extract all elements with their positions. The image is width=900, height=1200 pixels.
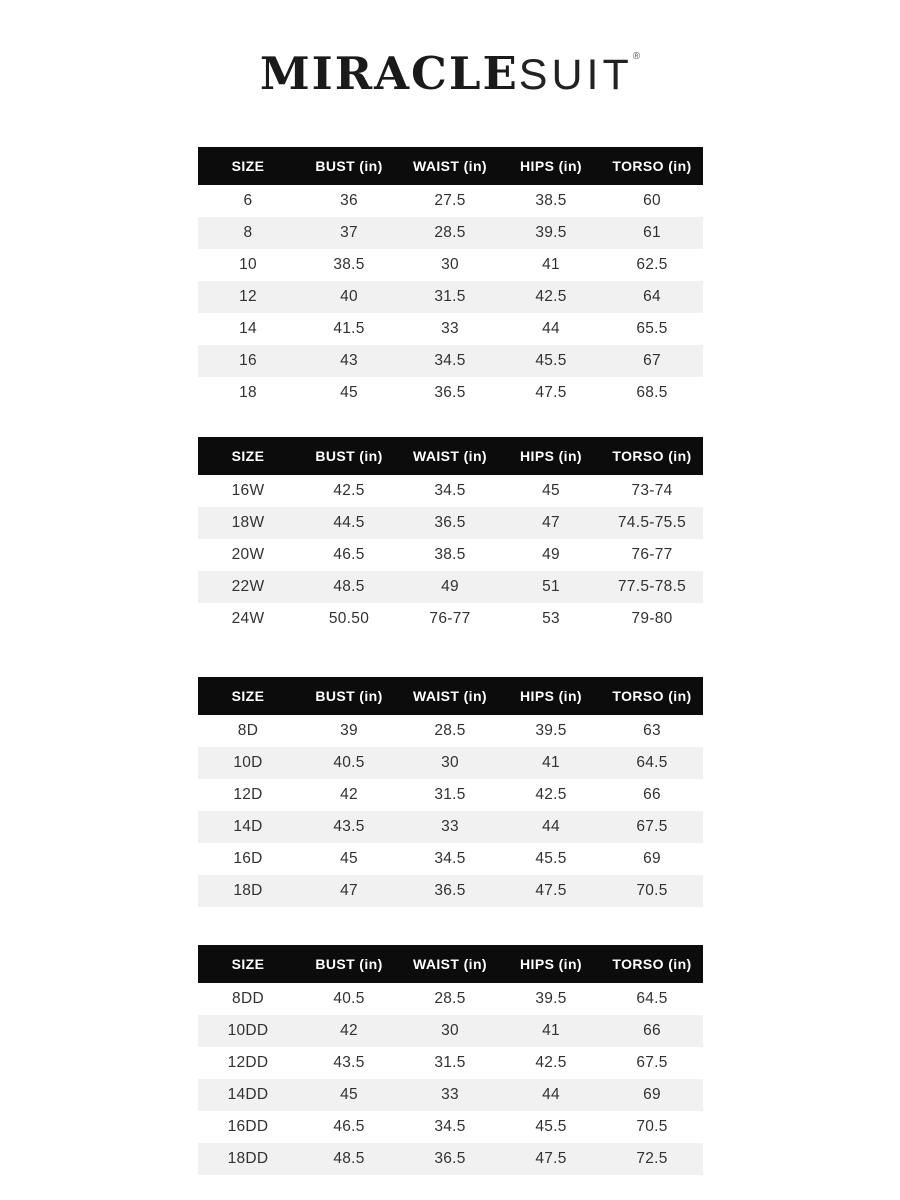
table-cell: 18W bbox=[198, 507, 299, 539]
table-row bbox=[198, 507, 703, 539]
table-cell: 45.5 bbox=[501, 345, 602, 377]
table-row bbox=[198, 983, 703, 1015]
table-cell: 24W bbox=[231, 610, 265, 627]
table-cell: 30 bbox=[400, 747, 501, 779]
table-cell: 28.5 bbox=[400, 217, 501, 249]
table-row bbox=[198, 811, 703, 843]
table-cell: 44 bbox=[542, 320, 560, 337]
table-cell: 31.5 bbox=[434, 1054, 466, 1071]
table-cell: 70.5 bbox=[602, 875, 703, 907]
size-chart-table bbox=[198, 677, 703, 907]
table-cell: 18 bbox=[239, 384, 257, 401]
table-cell: 50.50 bbox=[328, 610, 370, 627]
table-cell: 22W bbox=[198, 571, 299, 603]
table-cell: 37 bbox=[299, 217, 400, 249]
table-header-cell: BUST (in) bbox=[299, 437, 400, 475]
table-cell: 27.5 bbox=[434, 192, 466, 209]
table-header-cell: SIZE bbox=[198, 147, 299, 185]
table-cell: 38.5 bbox=[333, 256, 365, 273]
table-cell: 30 bbox=[400, 1015, 501, 1047]
table-cell: 45 bbox=[542, 482, 560, 499]
table-cell: 65.5 bbox=[636, 320, 668, 337]
table-cell: 47 bbox=[501, 507, 602, 539]
table-header-cell: TORSO (in) bbox=[602, 945, 703, 983]
table-cell: 47.5 bbox=[535, 384, 567, 401]
table-row bbox=[198, 1111, 703, 1143]
table-cell: 62.5 bbox=[636, 256, 668, 273]
table-cell: 12D bbox=[233, 786, 263, 803]
table-row bbox=[198, 217, 703, 249]
table-cell: 14D bbox=[198, 811, 299, 843]
table-cell: 76-77 bbox=[631, 546, 673, 563]
table-row bbox=[198, 875, 703, 907]
table-cell: 31.5 bbox=[400, 281, 501, 313]
table-cell: 47.5 bbox=[501, 875, 602, 907]
table-cell: 53 bbox=[542, 610, 560, 627]
table-cell: 74.5-75.5 bbox=[602, 507, 703, 539]
table-cell: 16DD bbox=[227, 1118, 269, 1135]
table-cell: 77.5-78.5 bbox=[602, 571, 703, 603]
table-row bbox=[198, 715, 703, 747]
table-cell: 69 bbox=[602, 1079, 703, 1111]
table-cell: 68.5 bbox=[636, 384, 668, 401]
table-cell: 41 bbox=[501, 747, 602, 779]
table-cell: 48.5 bbox=[299, 571, 400, 603]
table-cell: 45 bbox=[340, 384, 358, 401]
table-cell: 64 bbox=[602, 281, 703, 313]
table-cell: 44.5 bbox=[299, 507, 400, 539]
table-cell: 64.5 bbox=[602, 747, 703, 779]
table-cell: 61 bbox=[602, 217, 703, 249]
table-cell: 43.5 bbox=[299, 811, 400, 843]
table-header-cell: HIPS (in) bbox=[501, 677, 602, 715]
table-header-cell: BUST (in) bbox=[299, 147, 400, 185]
table-cell: 10DD bbox=[198, 1015, 299, 1047]
table-cell: 14 bbox=[239, 320, 257, 337]
table-cell: 6 bbox=[243, 192, 253, 209]
table-header-row bbox=[198, 945, 703, 983]
table-cell: 34.5 bbox=[400, 345, 501, 377]
table-cell: 33 bbox=[400, 811, 501, 843]
table-header-cell: WAIST (in) bbox=[400, 147, 501, 185]
table-row bbox=[198, 185, 703, 217]
table-cell: 43 bbox=[299, 345, 400, 377]
table-cell: 44 bbox=[501, 811, 602, 843]
table-cell: 42.5 bbox=[501, 281, 602, 313]
table-header-cell: SIZE bbox=[198, 945, 299, 983]
table-header-cell: HIPS (in) bbox=[501, 945, 602, 983]
table-cell: 39 bbox=[340, 722, 358, 739]
table-cell: 46.5 bbox=[333, 546, 365, 563]
table-cell: 47.5 bbox=[501, 1143, 602, 1175]
table-cell: 42 bbox=[299, 1015, 400, 1047]
table-cell: 48.5 bbox=[299, 1143, 400, 1175]
table-header-cell: TORSO (in) bbox=[602, 677, 703, 715]
table-row bbox=[198, 313, 703, 345]
size-chart-table bbox=[198, 147, 703, 409]
size-table-womens bbox=[198, 437, 703, 635]
table-cell: 20W bbox=[231, 546, 265, 563]
table-cell: 40.5 bbox=[299, 747, 400, 779]
size-table-misses bbox=[198, 147, 703, 409]
size-chart-table bbox=[198, 437, 703, 635]
size-charts-container bbox=[198, 147, 703, 1175]
table-header-cell: WAIST (in) bbox=[400, 437, 501, 475]
table-cell: 38.5 bbox=[434, 546, 466, 563]
table-cell: 45.5 bbox=[535, 850, 567, 867]
table-cell: 42.5 bbox=[535, 1054, 567, 1071]
table-cell: 14DD bbox=[198, 1079, 299, 1111]
table-row bbox=[198, 281, 703, 313]
table-cell: 12DD bbox=[227, 1054, 269, 1071]
table-cell: 38.5 bbox=[535, 192, 567, 209]
table-cell: 44 bbox=[501, 1079, 602, 1111]
table-row bbox=[198, 843, 703, 875]
table-cell: 42.5 bbox=[535, 786, 567, 803]
table-cell: 64.5 bbox=[636, 990, 668, 1007]
table-cell: 76-77 bbox=[429, 610, 471, 627]
table-cell: 39.5 bbox=[535, 722, 567, 739]
table-cell: 18D bbox=[198, 875, 299, 907]
table-row bbox=[198, 1143, 703, 1175]
table-cell: 40 bbox=[299, 281, 400, 313]
registered-trademark-symbol: ® bbox=[632, 51, 641, 62]
table-cell: 60 bbox=[643, 192, 661, 209]
table-cell: 47 bbox=[299, 875, 400, 907]
table-row bbox=[198, 249, 703, 281]
table-cell: 41 bbox=[501, 1015, 602, 1047]
table-cell: 69 bbox=[643, 850, 661, 867]
table-cell: 16 bbox=[198, 345, 299, 377]
table-cell: 16D bbox=[233, 850, 263, 867]
table-cell: 41 bbox=[542, 256, 560, 273]
table-cell: 34.5 bbox=[434, 850, 466, 867]
table-cell: 70.5 bbox=[636, 1118, 668, 1135]
table-row bbox=[198, 747, 703, 779]
table-cell: 30 bbox=[441, 256, 459, 273]
table-cell: 33 bbox=[400, 1079, 501, 1111]
table-row bbox=[198, 571, 703, 603]
table-cell: 34.5 bbox=[434, 482, 466, 499]
table-cell: 33 bbox=[441, 320, 459, 337]
table-header-cell: SIZE bbox=[198, 437, 299, 475]
brand-logo-text bbox=[260, 47, 640, 100]
table-header-row bbox=[198, 677, 703, 715]
size-chart-table bbox=[198, 945, 703, 1175]
table-cell: 34.5 bbox=[434, 1118, 466, 1135]
table-cell: 31.5 bbox=[434, 786, 466, 803]
table-cell: 16W bbox=[231, 482, 265, 499]
table-row bbox=[198, 603, 703, 635]
table-cell: 36.5 bbox=[400, 875, 501, 907]
table-cell: 28.5 bbox=[434, 990, 466, 1007]
table-header-cell: WAIST (in) bbox=[400, 677, 501, 715]
table-cell: 45 bbox=[299, 1079, 400, 1111]
table-header-cell: HIPS (in) bbox=[501, 147, 602, 185]
table-header-cell: BUST (in) bbox=[299, 677, 400, 715]
table-cell: 42 bbox=[340, 786, 358, 803]
table-cell: 63 bbox=[643, 722, 661, 739]
table-header-cell: SIZE bbox=[198, 677, 299, 715]
table-row bbox=[198, 1047, 703, 1079]
table-cell: 36.5 bbox=[400, 1143, 501, 1175]
table-cell: 49 bbox=[542, 546, 560, 563]
table-cell: 12 bbox=[198, 281, 299, 313]
table-cell: 18DD bbox=[198, 1143, 299, 1175]
table-header-cell: BUST (in) bbox=[299, 945, 400, 983]
table-cell: 43.5 bbox=[333, 1054, 365, 1071]
table-header-cell: TORSO (in) bbox=[602, 147, 703, 185]
table-cell: 79-80 bbox=[631, 610, 673, 627]
table-cell: 10 bbox=[239, 256, 257, 273]
table-cell: 51 bbox=[501, 571, 602, 603]
table-header-row bbox=[198, 437, 703, 475]
table-cell: 36 bbox=[340, 192, 358, 209]
table-cell: 73-74 bbox=[631, 482, 673, 499]
table-cell: 8 bbox=[198, 217, 299, 249]
table-cell: 67.5 bbox=[602, 811, 703, 843]
table-cell: 67 bbox=[602, 345, 703, 377]
table-cell: 46.5 bbox=[333, 1118, 365, 1135]
table-cell: 8DD bbox=[232, 990, 264, 1007]
table-cell: 72.5 bbox=[602, 1143, 703, 1175]
table-cell: 36.5 bbox=[400, 507, 501, 539]
table-cell: 8D bbox=[237, 722, 259, 739]
table-cell: 10D bbox=[198, 747, 299, 779]
table-cell: 45.5 bbox=[535, 1118, 567, 1135]
table-cell: 45 bbox=[340, 850, 358, 867]
table-cell: 41.5 bbox=[333, 320, 365, 337]
table-cell: 49 bbox=[400, 571, 501, 603]
brand-logo-suit: SUIT bbox=[518, 51, 633, 99]
table-cell: 42.5 bbox=[333, 482, 365, 499]
table-cell: 39.5 bbox=[501, 217, 602, 249]
brand-logo-miracle: MIRACLE bbox=[259, 47, 519, 100]
table-cell: 66 bbox=[602, 1015, 703, 1047]
table-cell: 28.5 bbox=[434, 722, 466, 739]
table-header-row bbox=[198, 147, 703, 185]
table-row bbox=[198, 779, 703, 811]
table-cell: 67.5 bbox=[636, 1054, 668, 1071]
size-table-d-cup bbox=[198, 677, 703, 907]
table-header-cell: HIPS (in) bbox=[501, 437, 602, 475]
size-table-dd-cup bbox=[198, 945, 703, 1175]
table-cell: 36.5 bbox=[434, 384, 466, 401]
table-cell: 40.5 bbox=[333, 990, 365, 1007]
table-row bbox=[198, 539, 703, 571]
table-cell: 66 bbox=[643, 786, 661, 803]
table-row bbox=[198, 475, 703, 507]
table-row bbox=[198, 1079, 703, 1111]
table-header-cell: WAIST (in) bbox=[400, 945, 501, 983]
table-row bbox=[198, 377, 703, 409]
table-row bbox=[198, 345, 703, 377]
brand-logo bbox=[0, 0, 900, 147]
table-cell: 39.5 bbox=[535, 990, 567, 1007]
table-header-cell: TORSO (in) bbox=[602, 437, 703, 475]
table-row bbox=[198, 1015, 703, 1047]
